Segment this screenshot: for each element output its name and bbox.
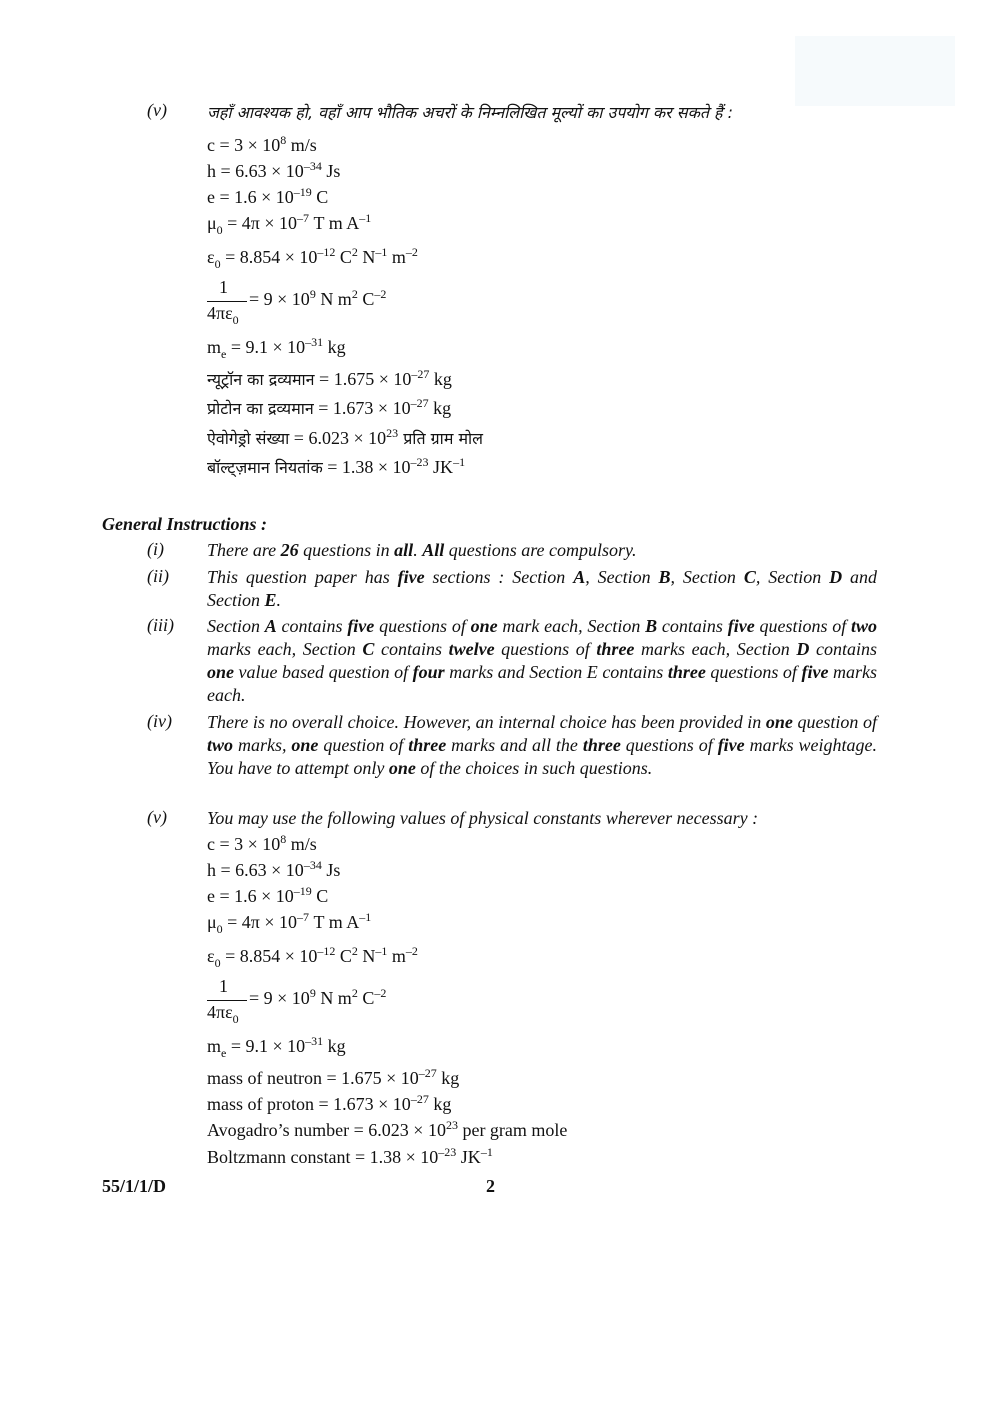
fraction-denominator: $4\pi\varepsilon_0$ — [207, 1002, 239, 1026]
instruction-text: There is no overall choice. However, an internal choice has been provided in one question of two marks, one question of three marks and all the three questions of five marks weightage. You have to attempt only one of the choices in such questions. — [207, 712, 878, 778]
general-instructions-heading: General Instructions : — [102, 514, 268, 534]
constant-planck: $h = 6.63 \times 10^{-34}$ Js — [207, 858, 341, 880]
constant-permittivity: $\varepsilon_0 = 8.854 \times 10^{-12}$ $C^2$ $N^{-1}$ $m^{-2}$ — [207, 944, 418, 970]
constant-proton-mass: प्रोटोन का द्रव्यमान = $1.673 \times 10^{-27}$ kg — [207, 396, 452, 418]
paper-code: 55/1/1/D — [102, 1176, 167, 1196]
constant-speed-of-light: $c = 3 \times 10^8$ m/s — [207, 832, 317, 854]
instruction-text: You may use the following values of physical constants wherever necessary : — [207, 808, 759, 828]
constant-electron-mass: $m_e = 9.1 \times 10^{-31}$ kg — [207, 335, 346, 361]
instruction-label: (iii) — [147, 615, 174, 635]
constant-permittivity: $\varepsilon_0 = 8.854 \times 10^{-12}$ $C^2$ $N^{-1}$ $m^{-2}$ — [207, 245, 418, 271]
constant-coulomb: = $9 \times 10^9$ N $m^2$ $C^{-2}$ — [249, 986, 387, 1008]
page-number: 2 — [486, 1176, 495, 1196]
constant-boltzmann: बॉल्ट्ज़मान नियतांक = $1.38 \times 10^{-23}$ $JK^{-1}$ — [207, 455, 466, 477]
fraction-bar — [207, 1000, 247, 1001]
constant-electron-mass: $m_e = 9.1 \times 10^{-31}$ kg — [207, 1034, 346, 1060]
instruction-text: Section A contains five questions of one mark each, Section B contains five questions of two marks each, Section C contains twelve questions of three marks each, Section D contains one value based question of four marks and Section E contains three questions of five marks each. — [207, 616, 878, 705]
constant-coulomb: = $9 \times 10^9$ N $m^2$ $C^{-2}$ — [249, 287, 387, 309]
constant-electron-charge: $e = 1.6 \times 10^{-19}$ C — [207, 884, 329, 906]
instruction-text: This question paper has five sections : Section A, Section B, Section C, Section D and Section E. — [207, 567, 878, 610]
instruction-label: (v) — [147, 807, 167, 827]
hindi-item-label: (v) — [147, 100, 167, 120]
constant-proton-mass: mass of proton = $1.673 \times 10^{-27}$ kg — [207, 1092, 452, 1114]
constant-boltzmann: Boltzmann constant = $1.38 \times 10^{-23}$ $JK^{-1}$ — [207, 1145, 493, 1167]
constant-permeability: $\mu_0 = 4\pi \times 10^{-7}$ T m $A^{-1}$ — [207, 910, 372, 936]
instruction-text: There are 26 questions in all. All questions are compulsory. — [207, 540, 637, 560]
constant-neutron-mass: न्यूट्रॉन का द्रव्यमान = $1.675 \times 10^{-27}$ kg — [207, 367, 452, 389]
constant-electron-charge: $e = 1.6 \times 10^{-19}$ C — [207, 185, 329, 207]
constant-avogadro: ऐवोगेड्रो संख्या = $6.023 \times 10^{23}$ प्रति ग्राम मोल — [207, 426, 484, 448]
scan-artifact — [795, 36, 955, 106]
fraction-bar — [207, 301, 247, 302]
instruction-label: (iv) — [147, 711, 172, 731]
constant-avogadro: Avogadro’s number = $6.023 \times 10^{23}$ per gram mole — [207, 1118, 568, 1140]
constant-speed-of-light: $c = 3 \times 10^8$ m/s — [207, 133, 317, 155]
constant-permeability: $\mu_0 = 4\pi \times 10^{-7}$ T m $A^{-1}$ — [207, 211, 372, 237]
constant-planck: $h = 6.63 \times 10^{-34}$ Js — [207, 159, 341, 181]
instruction-label: (i) — [147, 539, 164, 559]
instruction-label: (ii) — [147, 566, 169, 586]
hindi-intro: जहाँ आवश्यक हो, वहाँ आप भौतिक अचरों के निम्नलिखित मूल्यों का उपयोग कर सकते हैं : — [207, 103, 734, 122]
constant-neutron-mass: mass of neutron = $1.675 \times 10^{-27}$ kg — [207, 1066, 460, 1088]
fraction-numerator: 1 — [219, 277, 228, 297]
fraction-denominator: $4\pi\varepsilon_0$ — [207, 303, 239, 327]
fraction-numerator: 1 — [219, 976, 228, 996]
